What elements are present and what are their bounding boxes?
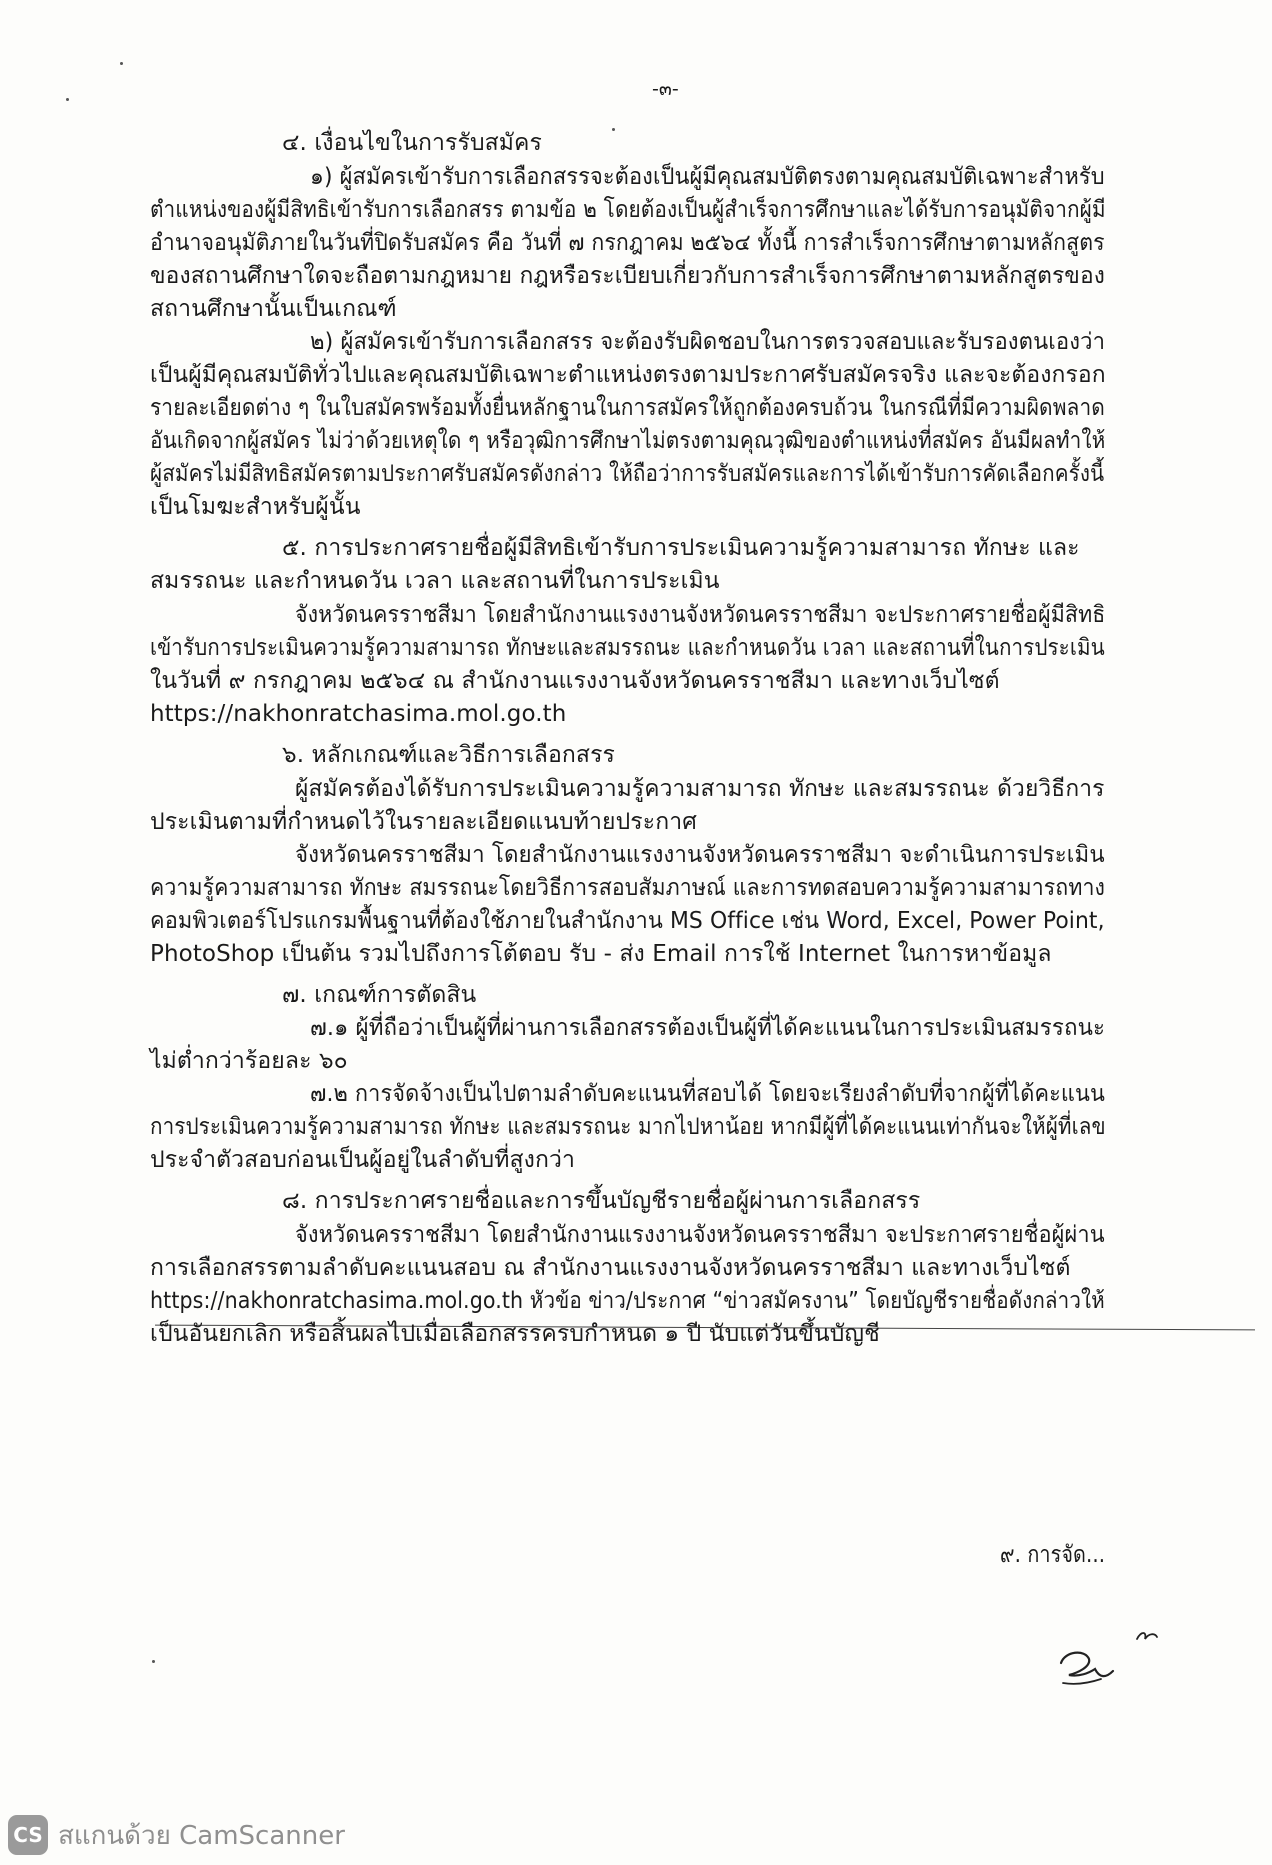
paragraph-line: อำนาจอนุมัติภายในวันที่ปิดรับสมัคร คือ วันที่ ๗ กรกฎาคม ๒๕๖๔ ทั้งนี้ การสำเร็จการศึกษาตามหลักสูตร	[150, 230, 1105, 256]
paragraph-line: ความรู้ความสามารถ ทักษะ สมรรถนะโดยวิธีการสอบสัมภาษณ์ และการทดสอบความรู้ความสามารถทาง	[150, 875, 1106, 901]
paragraph-line: เป็นโมฆะสำหรับผู้นั้น	[150, 494, 361, 520]
paragraph-line: ผู้สมัครต้องได้รับการประเมินความรู้ความสามารถ ทักษะ และสมรรถนะ ด้วยวิธีการ	[295, 776, 1105, 802]
continuation-marker: ๙. การจัด...	[1000, 1542, 1106, 1568]
paragraph-line: เข้ารับการประเมินความรู้ความสามารถ ทักษะและสมรรถนะ และกำหนดวัน เวลา และสถานที่ในการประเมิน	[150, 635, 1105, 661]
camscanner-logo-icon: CS	[8, 1815, 48, 1855]
paragraph-line: ๑) ผู้สมัครเข้ารับการเลือกสรรจะต้องเป็นผู้มีคุณสมบัติตรงตามคุณสมบัติเฉพาะสำหรับ	[310, 164, 1105, 190]
camscanner-watermark	[8, 1812, 345, 1858]
paragraph-line: จังหวัดนครราชสีมา โดยสำนักงานแรงงานจังหวัดนครราชสีมา จะประกาศรายชื่อผู้มีสิทธิ	[295, 602, 1106, 628]
paragraph-line: ของสถานศึกษาใดจะถือตามกฎหมาย กฎหรือระเบียบเกี่ยวกับการสำเร็จการศึกษาตามหลักสูตรของ	[150, 263, 1106, 289]
watermark-text: สแกนด้วย CamScanner	[58, 1820, 345, 1851]
paragraph-line: ประจำตัวสอบก่อนเป็นผู้อยู่ในลำดับที่สูงกว่า	[150, 1147, 575, 1173]
scan-speck	[152, 1660, 155, 1663]
paragraph-line: ๗.๑ ผู้ที่ถือว่าเป็นผู้ที่ผ่านการเลือกสรรต้องเป็นผู้ที่ได้คะแนนในการประเมินสมรรถนะ	[310, 1015, 1106, 1041]
paragraph-line: อันเกิดจากผู้สมัคร ไม่ว่าด้วยเหตุใด ๆ หรือวุฒิการศึกษาไม่ตรงตามคุณวุฒิของตำแหน่งที่สมัคร อันมีผลทำให้	[150, 428, 1106, 454]
page-number: -๓-	[652, 78, 679, 100]
paragraph-line: ๒) ผู้สมัครเข้ารับการเลือกสรร จะต้องรับผิดชอบในการตรวจสอบและรับรองตนเองว่า	[310, 329, 1106, 355]
section-6-heading: ๖. หลักเกณฑ์และวิธีการเลือกสรร	[282, 742, 615, 768]
paragraph-line: PhotoShop เป็นต้น รวมไปถึงการโต้ตอบ รับ - ส่ง Email การใช้ Internet ในการหาข้อมูล	[150, 941, 1052, 967]
section-5-heading: ๕. การประกาศรายชื่อผู้มีสิทธิเข้ารับการประเมินความรู้ความสามารถ ทักษะ และ	[282, 535, 1080, 561]
paragraph-line: สถานศึกษานั้นเป็นเกณฑ์	[150, 296, 397, 322]
section-8-heading: ๘. การประกาศรายชื่อและการขึ้นบัญชีรายชื่อผู้ผ่านการเลือกสรร	[282, 1188, 921, 1214]
paragraph-line: รายละเอียดต่าง ๆ ในใบสมัครพร้อมทั้งยื่นหลักฐานในการสมัครให้ถูกต้องครบถ้วน ในกรณีที่มีความผิดพลาด	[150, 395, 1105, 421]
section-4-heading: ๔. เงื่อนไขในการรับสมัคร	[282, 130, 542, 156]
scan-speck	[66, 98, 69, 101]
paragraph-line: การประเมินความรู้ความสามารถ ทักษะ และสมรรถนะ มากไปหาน้อย หากมีผู้ที่ได้คะแนนเท่ากันจะให้ผู้ที่เลข	[150, 1114, 1106, 1140]
paragraph-line: เป็นผู้มีคุณสมบัติทั่วไปและคุณสมบัติเฉพาะตำแหน่งตรงตามประกาศรับสมัครจริง และจะต้องกรอก	[150, 362, 1106, 388]
scan-speck	[120, 62, 123, 65]
paragraph-line: การเลือกสรรตามลำดับคะแนนสอบ ณ สำนักงานแรงงานจังหวัดนครราชสีมา และทางเว็บไซต์	[150, 1255, 1071, 1281]
paragraph-line: ไม่ต่ำกว่าร้อยละ ๖๐	[150, 1048, 348, 1074]
signature-initials	[1055, 1625, 1165, 1705]
section-5-heading-cont: สมรรถนะ และกำหนดวัน เวลา และสถานที่ในการประเมิน	[150, 568, 720, 594]
paragraph-line: จังหวัดนครราชสีมา โดยสำนักงานแรงงานจังหวัดนครราชสีมา จะประกาศรายชื่อผู้ผ่าน	[295, 1222, 1105, 1248]
paragraph-line: ๗.๒ การจัดจ้างเป็นไปตามลำดับคะแนนที่สอบได้ โดยจะเรียงลำดับที่จากผู้ที่ได้คะแนน	[310, 1081, 1105, 1107]
paragraph-line: ตำแหน่งของผู้มีสิทธิเข้ารับการเลือกสรร ตามข้อ ๒ โดยต้องเป็นผู้สำเร็จการศึกษาและได้รับการอนุมัติจากผู้มี	[150, 197, 1106, 223]
section-7-heading: ๗. เกณฑ์การตัดสิน	[282, 982, 477, 1008]
scan-speck	[612, 128, 615, 131]
paragraph-line: จังหวัดนครราชสีมา โดยสำนักงานแรงงานจังหวัดนครราชสีมา จะดำเนินการประเมิน	[295, 842, 1105, 868]
paragraph-line: ในวันที่ ๙ กรกฎาคม ๒๕๖๔ ณ สำนักงานแรงงานจังหวัดนครราชสีมา และทางเว็บไซต์	[150, 668, 1000, 694]
paragraph-line: ประเมินตามที่กำหนดไว้ในรายละเอียดแนบท้ายประกาศ	[150, 809, 697, 835]
paragraph-line: เป็นอันยกเลิก หรือสิ้นผลไปเมื่อเลือกสรรครบกำหนด ๑ ปี นับแต่วันขึ้นบัญชี	[150, 1321, 880, 1347]
paragraph-line: ผู้สมัครไม่มีสิทธิสมัครตามประกาศรับสมัครดังกล่าว ให้ถือว่าการรับสมัครและการได้เข้ารับการคัดเลือกครั้งนี้	[150, 461, 1105, 487]
website-url: https://nakhonratchasima.mol.go.th	[150, 701, 567, 727]
paragraph-line: https://nakhonratchasima.mol.go.th หัวข้อ ข่าว/ประกาศ “ข่าวสมัครงาน” โดยบัญชีรายชื่อดังกล่าวให้	[150, 1288, 1105, 1314]
paragraph-line: คอมพิวเตอร์โปรแกรมพื้นฐานที่ต้องใช้ภายในสำนักงาน MS Office เช่น Word, Excel, Power Point,	[150, 908, 1105, 934]
